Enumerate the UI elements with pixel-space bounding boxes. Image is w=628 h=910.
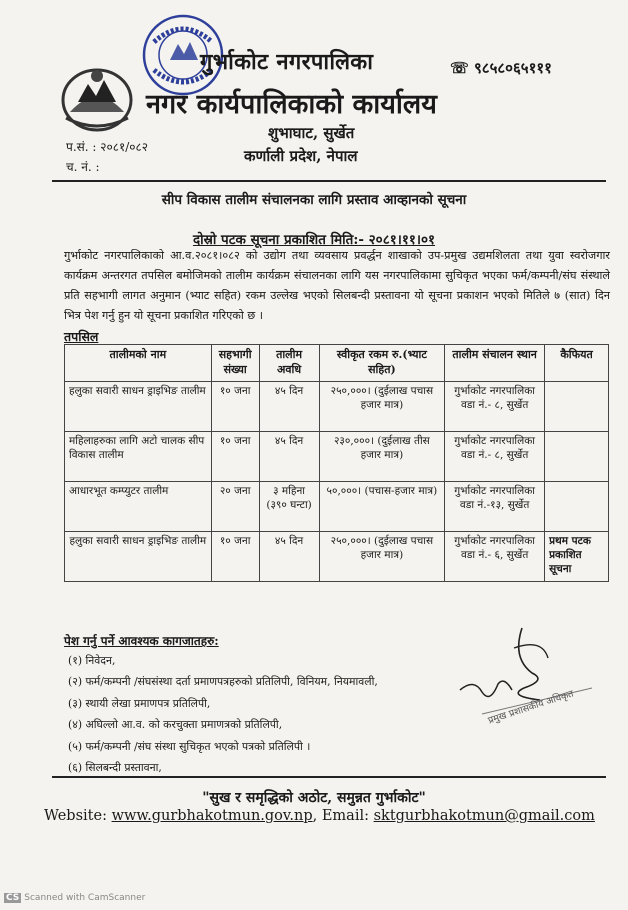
cell-training-name: महिलाहरुका लागि अटो चालक सीप विकास तालीम <box>65 432 212 482</box>
cell-remarks <box>545 482 609 532</box>
table-row <box>65 432 609 482</box>
table-header-row <box>65 345 609 382</box>
training-table <box>64 344 609 582</box>
col-header-remarks: कैफियत <box>545 345 609 382</box>
cell-amount: ५०,०००। (पचास-हजार मात्र) <box>319 482 445 532</box>
list-item: (३) स्थायी लेखा प्रमाणपत्र प्रतिलिपी, <box>68 696 211 710</box>
cell-venue: गुर्भाकोट नगरपालिका वडा नं.-१३, सुर्खेत <box>445 482 545 532</box>
footer-slogan: "सुख र समृद्धिको अठोट, समुन्नत गुर्भाकोट" <box>202 790 426 806</box>
cell-training-name: हलुका सवारी साधन ड्राइभिङ तालीम <box>65 532 212 582</box>
table-row <box>65 382 609 432</box>
col-header-venue: तालीम संचालन स्थान <box>445 345 545 382</box>
cell-remarks <box>545 382 609 432</box>
list-item: (४) अघिल्लो आ.व. को करचुक्ता प्रमाणत्रको प्रतिलिपी, <box>68 718 283 732</box>
nepal-emblem-icon <box>58 62 136 134</box>
cell-training-name: आधारभूत कम्प्युटर तालीम <box>65 482 212 532</box>
list-item: (२) फर्म/कम्पनी /संघसंस्था दर्ता प्रमाणपत्रहरुको प्रतिलिपी, विनियम, नियमावली, <box>68 675 378 689</box>
email-label: , Email: <box>312 808 374 824</box>
footer-contact <box>44 808 595 824</box>
cell-duration: ४५ दिन <box>259 432 319 482</box>
dispatch-number: च. नं. : <box>66 160 100 174</box>
list-item: (६) सिलबन्दी प्रस्तावना, <box>68 761 162 775</box>
municipality-name: गुर्भाकोट नगरपालिका <box>200 49 374 75</box>
list-item: (५) फर्म/कम्पनी /संघ संस्था सुचिकृत भएको पत्रको प्रतिलिपी । <box>68 739 311 753</box>
website-link[interactable]: www.gurbhakotmun.gov.np <box>111 808 313 824</box>
address-line-1: शुभाघाट, सुर्खेत <box>268 124 355 142</box>
scanner-text: Scanned with CamScanner <box>24 893 146 903</box>
col-header-participants: सहभागी संख्या <box>211 345 259 382</box>
republish-date-line: दोस्रो पटक सूचना प्रकाशित मिति:- २०८१।११।०१ <box>192 232 436 248</box>
col-header-training-name: तालीमको नाम <box>65 345 212 382</box>
cell-participants: १० जना <box>211 432 259 482</box>
phone-number: ☏ ९८५८०६५१११ <box>450 59 552 77</box>
cell-amount: २५०,०००। (दुईलाख पचास हजार मात्र) <box>319 382 445 432</box>
camscanner-icon: CS <box>6 893 20 903</box>
website-label: Website: <box>44 808 112 824</box>
cell-remarks <box>545 432 609 482</box>
cell-amount: २५०,०००। (दुईलाख पचास हजार मात्र) <box>319 532 445 582</box>
office-title: नगर कार्यपालिकाको कार्यालय <box>146 89 437 120</box>
cell-venue: गुर्भाकोट नगरपालिका वडा नं.- ८, सुर्खेत <box>445 382 545 432</box>
footer-divider <box>52 776 606 778</box>
cell-participants: २० जना <box>211 482 259 532</box>
requirements-list <box>68 650 378 778</box>
cell-participants: १० जना <box>211 532 259 582</box>
cell-duration: ४५ दिन <box>259 382 319 432</box>
reference-number: प.सं. : २०८१/०८२ <box>66 140 148 154</box>
cell-training-name: हलुका सवारी साधन ड्राइभिङ तालीम <box>65 382 212 432</box>
cell-venue: गुर्भाकोट नगरपालिका वडा नं.- ८, सुर्खेत <box>445 432 545 482</box>
signature-icon <box>452 618 602 748</box>
col-header-duration: तालीम अवधि <box>259 345 319 382</box>
schedule-label: तपसिल <box>64 329 99 344</box>
cell-participants: १० जना <box>211 382 259 432</box>
col-header-approved-amount: स्वीकृत रकम रु.(भ्याट सहित) <box>319 345 445 382</box>
signatory-stamp-text: प्रमुख प्रशासकीय अधिकृत <box>486 688 576 727</box>
table-row <box>65 482 609 532</box>
address-line-2: कर्णाली प्रदेश, नेपाल <box>244 147 358 165</box>
header-divider <box>52 180 606 182</box>
cell-amount: २३०,०००। (दुईलाख तीस हजार मात्र) <box>319 432 445 482</box>
requirements-heading: पेश गर्नु पर्ने आवश्यक कागजातहरु: <box>64 634 219 648</box>
cell-duration: ४५ दिन <box>259 532 319 582</box>
cell-remarks: प्रथम पटक प्रकाशित सूचना <box>545 532 609 582</box>
table-row <box>65 532 609 582</box>
list-item: (१) निवेदन, <box>68 654 116 667</box>
scanner-watermark <box>4 893 145 903</box>
cell-venue: गुर्भाकोट नगरपालिका वडा नं.- ६, सुर्खेत <box>445 532 545 582</box>
notice-subject: सीप विकास तालीम संचालनका लागि प्रस्ताव आव्हानको सूचना <box>161 192 467 208</box>
email-link[interactable]: sktgurbhakotmun@gmail.com <box>373 808 595 824</box>
cell-duration: ३ महिना (३९० घन्टा) <box>259 482 319 532</box>
notice-body: गुर्भाकोट नगरपालिकाको आ.व.२०८१।०८२ को उद्योग तथा व्यवसाय प्रवर्द्धन शाखाको उप-प्रमुख उद्यमशिलता तथा युवा स्वरोजगार कार्यक्रम अन्तरगत तपसिल बमोजिमको तालीम कार्यक्रम संचालनका लागि यस नगरपालिकामा सुचिकृत भएका फर्म/कम्पनी/संघ संस्थाले प्रति सहभागी लागत अनुमान (भ्याट सहित) रकम उल्लेख भएको सिलबन्दी प्रस्तावना यो सूचना प्रकाशन भएको मितिले ७ (सात) दिन भित्र पेश गर्नु हुन यो सूचना प्रकाशित गरिएको छ । <box>64 249 610 322</box>
